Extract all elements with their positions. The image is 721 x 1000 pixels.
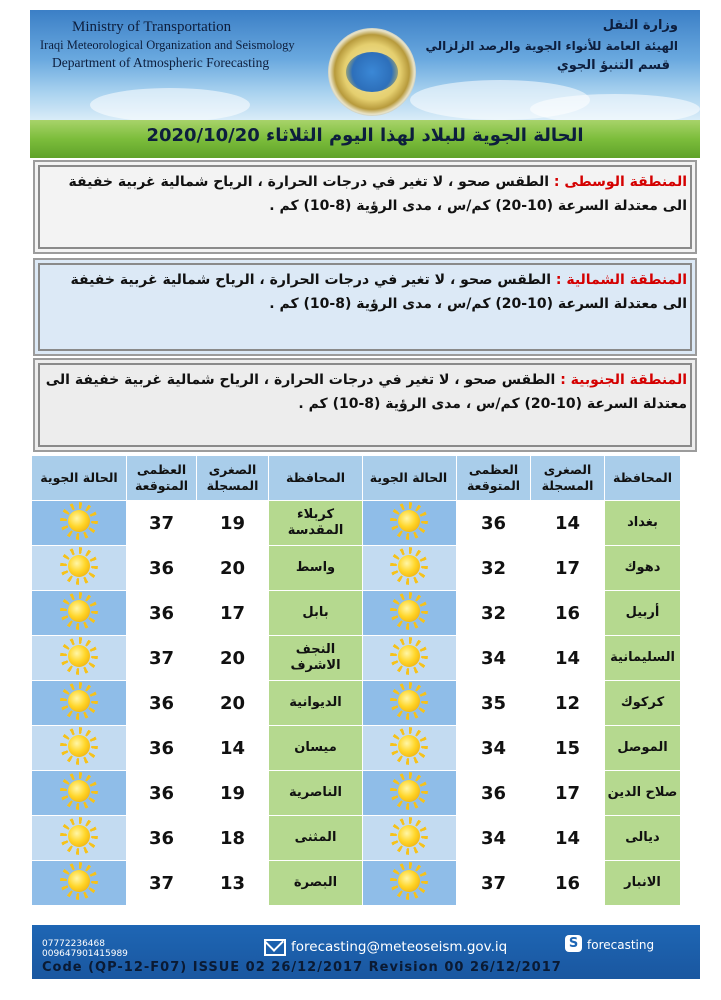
weather-cell <box>361 636 457 681</box>
table-row <box>32 681 363 726</box>
skype-icon: S <box>565 935 582 952</box>
table-row <box>361 771 681 816</box>
table-row <box>32 636 363 681</box>
organization-logo <box>328 28 416 116</box>
min-temp: 20 <box>197 681 269 726</box>
document-code: Code (QP-12-F07) ISSUE 02 26/12/2017 Revision 00 26/12/2017 <box>42 960 562 975</box>
table-row <box>32 501 363 546</box>
sun-icon <box>398 780 420 802</box>
weather-cell <box>361 816 457 861</box>
province-name: أربيل <box>605 591 681 636</box>
sun-icon <box>68 510 90 532</box>
max-temp: 36 <box>127 591 197 636</box>
table-row <box>32 591 363 636</box>
table-header-row <box>32 456 363 501</box>
header-max-temp: العظمى المتوقعة <box>127 456 197 501</box>
province-name: الناصرية <box>269 771 363 816</box>
province-name: واسط <box>269 546 363 591</box>
min-temp: 14 <box>531 636 605 681</box>
email-link[interactable]: forecasting@meteoseism.gov.iq <box>291 939 508 955</box>
sun-icon <box>398 825 420 847</box>
sun-icon <box>68 555 90 577</box>
province-name: الانبار <box>605 861 681 906</box>
department-name-ar: قسم التنبؤ الجوي <box>556 58 670 73</box>
province-name: البصرة <box>269 861 363 906</box>
province-name: بابل <box>269 591 363 636</box>
min-temp: 17 <box>531 771 605 816</box>
header-weather: الحالة الجوية <box>361 456 457 501</box>
ministry-name-en: Ministry of Transportation <box>72 19 232 35</box>
table-row <box>32 726 363 771</box>
region-forecast: الطقس صحو ، لا تغير في درجات الحرارة ، الرياح شمالية غربية خفيفة الى معتدلة السرعة (10-20) كم/س ، مدى الرؤية (8-10) كم . <box>45 372 687 412</box>
table-row <box>32 546 363 591</box>
sun-icon <box>398 735 420 757</box>
sun-icon <box>398 555 420 577</box>
region-forecast: الطقس صحو ، لا تغير في درجات الحرارة ، الرياح شمالية غربية خفيفة الى معتدلة السرعة (10-20) كم/س ، مدى الرؤية (8-10) كم . <box>70 272 687 312</box>
min-temp: 16 <box>531 861 605 906</box>
max-temp: 37 <box>127 636 197 681</box>
table-row <box>361 546 681 591</box>
title-bar <box>30 120 700 158</box>
forecast-table-left <box>31 455 363 906</box>
page-title: الحالة الجوية للبلاد لهذا اليوم الثلاثاء 2020/10/20 <box>146 125 584 146</box>
min-temp: 19 <box>197 771 269 816</box>
department-name-en: Department of Atmospheric Forecasting <box>52 55 270 70</box>
region-name: المنطقة الجنوبية : <box>560 372 687 388</box>
table-row <box>361 681 681 726</box>
sun-icon <box>68 780 90 802</box>
header-weather: الحالة الجوية <box>32 456 127 501</box>
table-row <box>32 771 363 816</box>
sun-icon <box>398 870 420 892</box>
max-temp: 32 <box>457 591 531 636</box>
weather-cell <box>361 546 457 591</box>
header-province: المحافظة <box>605 456 681 501</box>
table-row <box>361 816 681 861</box>
weather-cell <box>32 861 127 906</box>
sun-icon <box>398 510 420 532</box>
max-temp: 34 <box>457 816 531 861</box>
weather-cell <box>32 816 127 861</box>
province-name: السليمانية <box>605 636 681 681</box>
table-row <box>361 726 681 771</box>
max-temp: 36 <box>457 501 531 546</box>
min-temp: 19 <box>197 501 269 546</box>
max-temp: 36 <box>127 726 197 771</box>
province-name: المثنى <box>269 816 363 861</box>
weather-cell <box>32 591 127 636</box>
header-min-temp: الصغرى المسجلة <box>531 456 605 501</box>
weather-cell <box>361 726 457 771</box>
min-temp: 13 <box>197 861 269 906</box>
region-name: المنطقة الشمالية : <box>555 272 687 288</box>
min-temp: 15 <box>531 726 605 771</box>
region-north <box>33 258 697 356</box>
max-temp: 37 <box>457 861 531 906</box>
sun-icon <box>398 600 420 622</box>
organization-name-ar: الهيئة العامة للأنواء الجوية والرصد الزلزالي <box>425 39 678 53</box>
max-temp: 36 <box>127 546 197 591</box>
header-min-temp: الصغرى المسجلة <box>197 456 269 501</box>
max-temp: 37 <box>127 861 197 906</box>
province-name: ديالى <box>605 816 681 861</box>
weather-cell <box>361 861 457 906</box>
forecast-table-right <box>360 455 681 906</box>
sun-icon <box>68 870 90 892</box>
province-name: كركوك <box>605 681 681 726</box>
sun-icon <box>398 690 420 712</box>
sun-icon <box>398 645 420 667</box>
table-row <box>32 816 363 861</box>
skype-handle[interactable]: forecasting <box>587 938 655 952</box>
header-province: المحافظة <box>269 456 363 501</box>
min-temp: 17 <box>531 546 605 591</box>
sun-icon <box>68 735 90 757</box>
min-temp: 16 <box>531 591 605 636</box>
english-header <box>40 18 295 72</box>
phone-numbers <box>42 939 128 959</box>
table-header-row <box>361 456 681 501</box>
max-temp: 36 <box>457 771 531 816</box>
weather-cell <box>32 546 127 591</box>
weather-cell <box>32 771 127 816</box>
sun-icon <box>68 690 90 712</box>
min-temp: 20 <box>197 636 269 681</box>
arabic-header <box>426 16 678 76</box>
province-name: الديوانية <box>269 681 363 726</box>
max-temp: 36 <box>127 771 197 816</box>
region-name: المنطقة الوسطى : <box>553 174 687 190</box>
min-temp: 20 <box>197 546 269 591</box>
weather-cell <box>32 681 127 726</box>
weather-cell <box>361 771 457 816</box>
province-name: ميسان <box>269 726 363 771</box>
table-row <box>361 861 681 906</box>
max-temp: 37 <box>127 501 197 546</box>
province-name: النجف الاشرف <box>269 636 363 681</box>
max-temp: 34 <box>457 726 531 771</box>
region-central <box>33 160 697 254</box>
min-temp: 14 <box>531 816 605 861</box>
max-temp: 34 <box>457 636 531 681</box>
weather-cell <box>32 726 127 771</box>
table-row <box>32 861 363 906</box>
min-temp: 14 <box>197 726 269 771</box>
max-temp: 35 <box>457 681 531 726</box>
province-name: كربلاء المقدسة <box>269 501 363 546</box>
header-max-temp: العظمى المتوقعة <box>457 456 531 501</box>
table-row <box>361 636 681 681</box>
weather-cell <box>361 681 457 726</box>
min-temp: 18 <box>197 816 269 861</box>
phone-number: 009647901415989 <box>42 949 128 959</box>
min-temp: 14 <box>531 501 605 546</box>
sun-icon <box>68 600 90 622</box>
organization-name-en: Iraqi Meteorological Organization and Seismology <box>40 38 295 52</box>
max-temp: 32 <box>457 546 531 591</box>
min-temp: 12 <box>531 681 605 726</box>
min-temp: 17 <box>197 591 269 636</box>
max-temp: 36 <box>127 816 197 861</box>
weather-cell <box>361 501 457 546</box>
sun-icon <box>68 825 90 847</box>
region-south <box>33 358 697 452</box>
max-temp: 36 <box>127 681 197 726</box>
weather-cell <box>32 501 127 546</box>
table-row <box>361 591 681 636</box>
header-banner <box>30 10 700 120</box>
footer-bar <box>32 925 700 979</box>
logo-emblem <box>346 52 398 92</box>
province-name: دهوك <box>605 546 681 591</box>
weather-cell <box>32 636 127 681</box>
ministry-name-ar: وزارة النقل <box>602 18 678 33</box>
table-row <box>361 501 681 546</box>
weather-cell <box>361 591 457 636</box>
region-forecast: الطقس صحو ، لا تغير في درجات الحرارة ، الرياح شمالية غربية خفيفة الى معتدلة السرعة (10-20) كم/س ، مدى الرؤية (8-10) كم . <box>68 174 687 214</box>
province-name: بغداد <box>605 501 681 546</box>
province-name: صلاح الدين <box>605 771 681 816</box>
phone-number: 07772236468 <box>42 939 105 949</box>
sun-icon <box>68 645 90 667</box>
province-name: الموصل <box>605 726 681 771</box>
